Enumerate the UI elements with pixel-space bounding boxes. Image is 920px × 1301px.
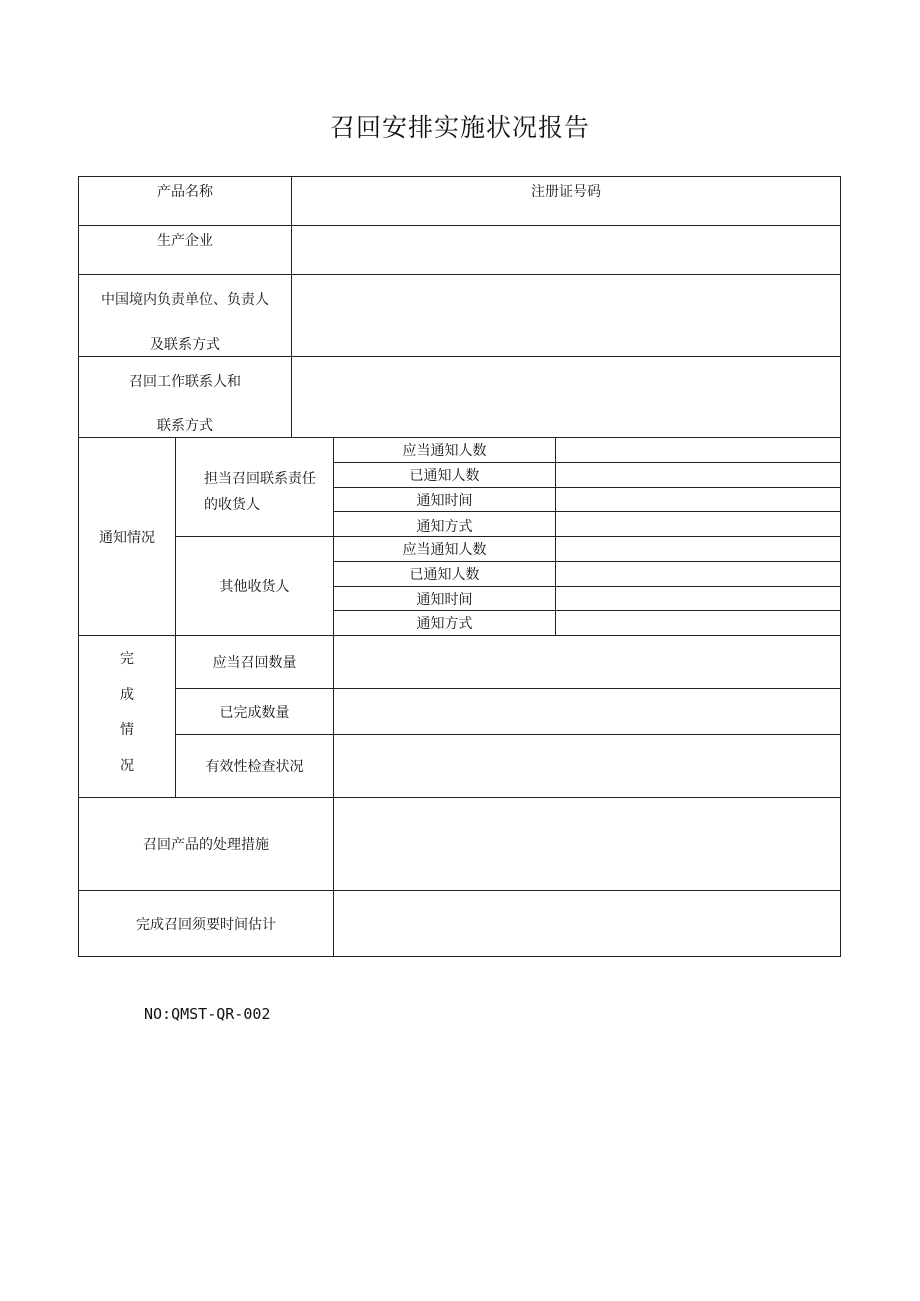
other-notify-time-label: 通知时间 (334, 587, 556, 611)
recall-contact-label-line1: 召回工作联系人和 (129, 374, 241, 390)
completion-label-char: 情 (120, 722, 134, 739)
should-notify-count-field[interactable] (556, 438, 841, 463)
other-notify-method-label: 通知方式 (334, 611, 556, 636)
effectiveness-check-label: 有效性检查状况 (176, 735, 334, 798)
document-number: NO:QMST-QR-002 (144, 1005, 271, 1023)
responsible-unit-label (79, 275, 292, 357)
disposal-measures-label: 召回产品的处理措施 (79, 798, 334, 891)
recall-contact-field[interactable] (292, 357, 841, 438)
page-title: 召回安排实施状况报告 (329, 113, 590, 142)
time-estimate-field[interactable] (334, 891, 841, 957)
should-recall-qty-label: 应当召回数量 (176, 636, 334, 689)
recall-contact-label-line2: 联系方式 (157, 418, 213, 434)
responsible-consignee-line1: 担当召回联系责任 (204, 471, 316, 487)
completion-label-char: 况 (120, 758, 134, 775)
registration-number-label: 注册证号码 (531, 184, 601, 200)
completion-label-char: 成 (120, 686, 134, 703)
notify-time-field[interactable] (556, 488, 841, 512)
other-notify-method-field[interactable] (556, 611, 841, 636)
registration-number-field[interactable] (292, 177, 841, 226)
recall-contact-label (79, 357, 292, 438)
time-estimate-label: 完成召回须要时间估计 (79, 891, 334, 957)
recall-report-form (78, 176, 841, 957)
other-should-notify-count-label: 应当通知人数 (334, 537, 556, 562)
notification-label: 通知情况 (79, 438, 176, 636)
notified-count-field[interactable] (556, 463, 841, 488)
responsible-consignee-label (176, 438, 334, 537)
responsible-unit-label-line1: 中国境内负责单位、负责人 (101, 292, 269, 308)
effectiveness-check-field[interactable] (334, 735, 841, 798)
notify-method-label: 通知方式 (334, 512, 556, 537)
disposal-measures-field[interactable] (334, 798, 841, 891)
responsible-unit-label-line2: 及联系方式 (150, 337, 220, 353)
other-consignee-label: 其他收货人 (176, 537, 334, 636)
should-notify-count-label: 应当通知人数 (334, 438, 556, 463)
completion-label (79, 636, 176, 798)
responsible-unit-field[interactable] (292, 275, 841, 357)
notify-time-label: 通知时间 (334, 488, 556, 512)
manufacturer-field[interactable] (292, 226, 841, 275)
manufacturer-label: 生产企业 (79, 226, 292, 275)
completion-label-char: 完 (120, 650, 134, 667)
completed-qty-field[interactable] (334, 689, 841, 735)
notify-method-field[interactable] (556, 512, 841, 537)
other-notified-count-field[interactable] (556, 562, 841, 587)
other-notified-count-label: 已通知人数 (334, 562, 556, 587)
other-notify-time-field[interactable] (556, 587, 841, 611)
other-should-notify-count-field[interactable] (556, 537, 841, 562)
responsible-consignee-line2: 的收货人 (204, 497, 260, 513)
notified-count-label: 已通知人数 (334, 463, 556, 488)
product-name-label: 产品名称 (79, 177, 292, 226)
completed-qty-label: 已完成数量 (176, 689, 334, 735)
should-recall-qty-field[interactable] (334, 636, 841, 689)
